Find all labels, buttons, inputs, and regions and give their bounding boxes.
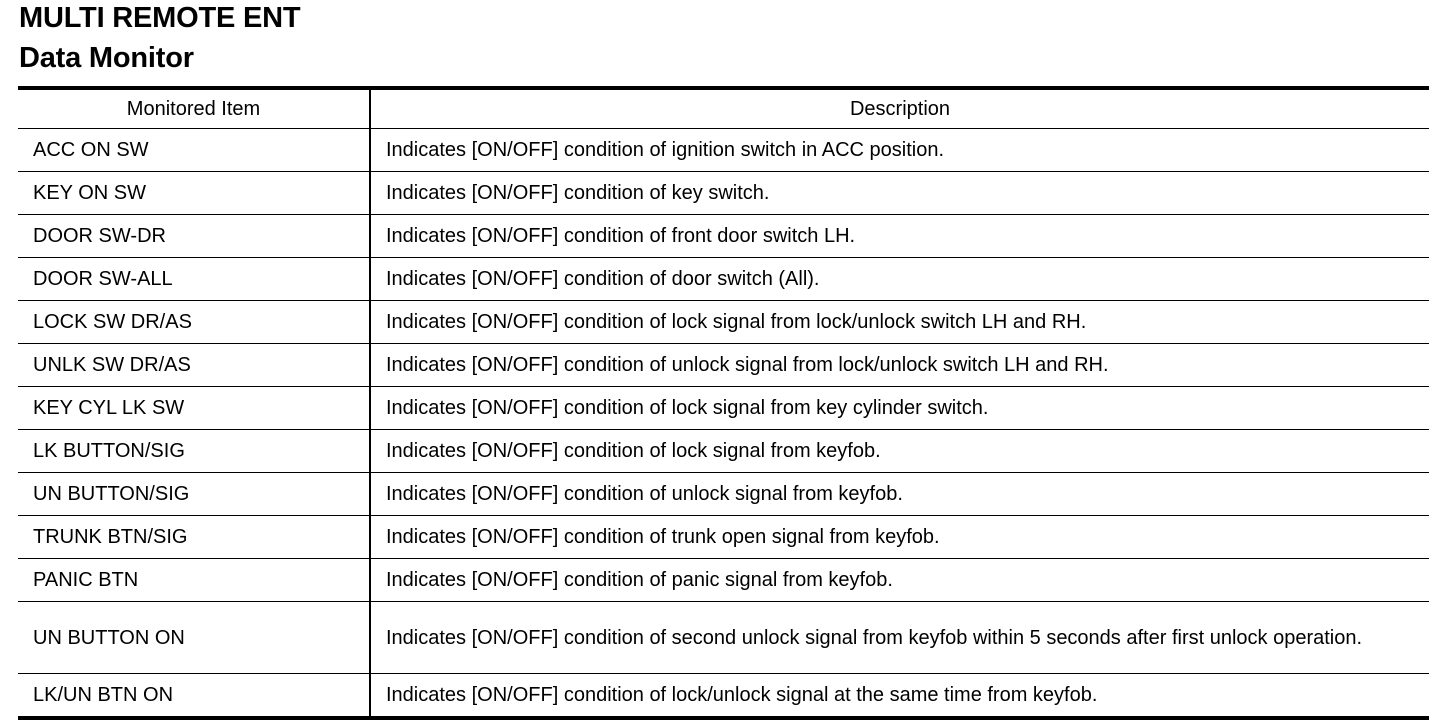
monitored-item-cell: PANIC BTN: [18, 559, 370, 602]
table-row: [18, 473, 1429, 516]
description-cell: Indicates [ON/OFF] condition of lock signal from keyfob.: [370, 430, 1429, 473]
column-header-monitored-item: Monitored Item: [18, 88, 370, 129]
page-title: MULTI REMOTE ENT: [19, 2, 301, 34]
table-row: [18, 559, 1429, 602]
description-cell: Indicates [ON/OFF] condition of unlock signal from keyfob.: [370, 473, 1429, 516]
description-cell: Indicates [ON/OFF] condition of lock signal from lock/unlock switch LH and RH.: [370, 301, 1429, 344]
description-cell: Indicates [ON/OFF] condition of second unlock signal from keyfob within 5 seconds after first unlock operation.: [370, 602, 1429, 674]
monitored-item-cell: ACC ON SW: [18, 129, 370, 172]
description-cell: Indicates [ON/OFF] condition of panic signal from keyfob.: [370, 559, 1429, 602]
table-row: [18, 215, 1429, 258]
data-monitor-table: [18, 86, 1429, 720]
description-cell: Indicates [ON/OFF] condition of ignition switch in ACC position.: [370, 129, 1429, 172]
column-header-description: Description: [370, 88, 1429, 129]
description-cell: Indicates [ON/OFF] condition of trunk open signal from keyfob.: [370, 516, 1429, 559]
monitored-item-cell: LOCK SW DR/AS: [18, 301, 370, 344]
table-row: [18, 258, 1429, 301]
description-cell: Indicates [ON/OFF] condition of front door switch LH.: [370, 215, 1429, 258]
page-subtitle: Data Monitor: [19, 42, 194, 74]
table-row: [18, 516, 1429, 559]
monitored-item-cell: UN BUTTON ON: [18, 602, 370, 674]
table-row: [18, 602, 1429, 674]
table-row: [18, 344, 1429, 387]
description-cell: Indicates [ON/OFF] condition of lock/unlock signal at the same time from keyfob.: [386, 684, 1098, 706]
monitored-item-cell: LK/UN BTN ON: [18, 674, 370, 719]
monitored-item-cell: UNLK SW DR/AS: [18, 344, 370, 387]
table-header-row: [18, 88, 1429, 129]
monitored-item-cell: KEY CYL LK SW: [18, 387, 370, 430]
description-cell: Indicates [ON/OFF] condition of unlock signal from lock/unlock switch LH and RH.: [370, 344, 1429, 387]
table-row: [18, 301, 1429, 344]
monitored-item-cell: TRUNK BTN/SIG: [18, 516, 370, 559]
table-row: [18, 674, 1429, 719]
table-row: [18, 387, 1429, 430]
monitored-item-cell: DOOR SW-DR: [18, 215, 370, 258]
table-row: [18, 430, 1429, 473]
description-cell: Indicates [ON/OFF] condition of lock signal from key cylinder switch.: [370, 387, 1429, 430]
monitored-item-cell: DOOR SW-ALL: [18, 258, 370, 301]
monitored-item-cell: UN BUTTON/SIG: [18, 473, 370, 516]
monitored-item-cell: LK BUTTON/SIG: [18, 430, 370, 473]
table-row: [18, 172, 1429, 215]
description-cell: Indicates [ON/OFF] condition of key switch.: [370, 172, 1429, 215]
description-cell: Indicates [ON/OFF] condition of door switch (All).: [370, 258, 1429, 301]
table-row: [18, 129, 1429, 172]
monitored-item-cell: KEY ON SW: [18, 172, 370, 215]
